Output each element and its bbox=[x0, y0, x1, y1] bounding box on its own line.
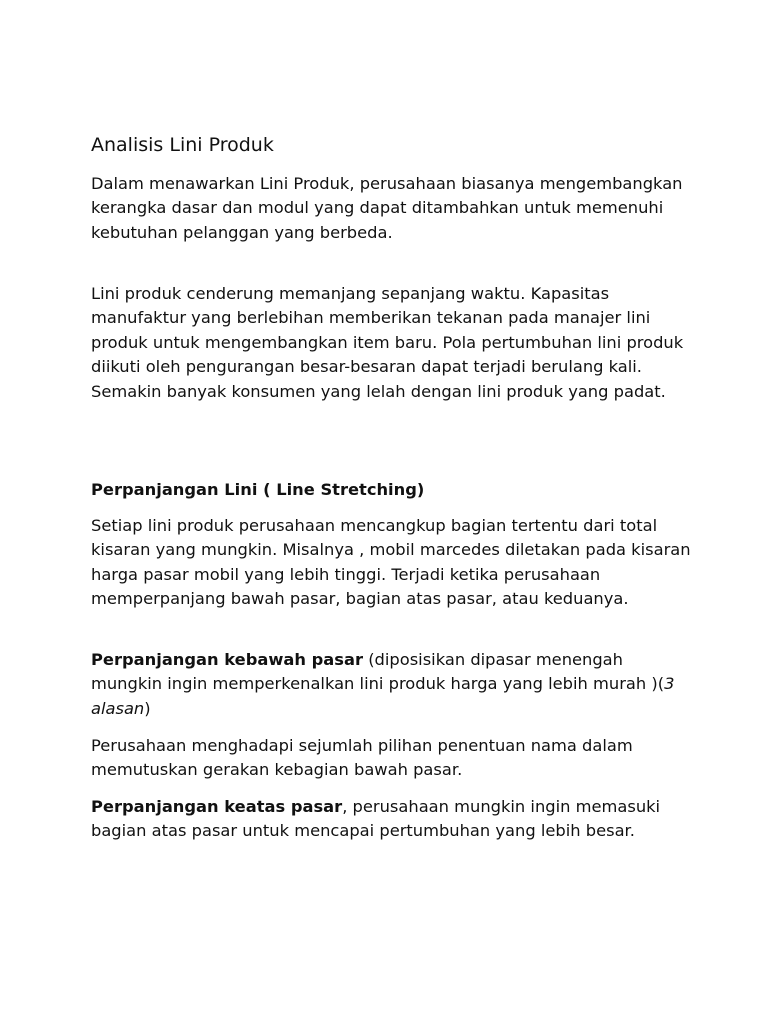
term-downward-stretch: Perpanjangan kebawah pasar bbox=[91, 650, 364, 669]
term-upward-stretch: Perpanjangan keatas pasar bbox=[91, 797, 343, 816]
paragraph-naming-choices: Perusahaan menghadapi sejumlah pilihan penentuan nama dalam memutuskan gerakan kebagian bawah pasar. bbox=[91, 736, 633, 780]
paragraph-intro: Dalam menawarkan Lini Produk, perusahaan biasanya mengembangkan kerangka dasar dan modul yang dapat ditambahkan untuk memenuhi kebutuhan pelanggan yang berbeda. bbox=[91, 174, 683, 242]
paragraph-line-growth: Lini produk cenderung memanjang sepanjang waktu. Kapasitas manufaktur yang berlebihan memberikan tekanan pada manajer lini produk untuk mengembangkan item baru. Pola pertumbuhan lini produk diikuti oleh pengurangan besar-besaran dapat terjadi berulang kali. Semakin banyak konsumen yang lelah dengan lini produk yang padat. bbox=[91, 284, 684, 401]
paragraph-line-stretching: Setiap lini produk perusahaan mencangkup bagian tertentu dari total kisaran yang mungkin. Misalnya , mobil marcedes diletakan pada kisaran harga pasar mobil yang lebih tinggi. Terjadi ketika perusahaan memperpanjang bawah pasar, bagian atas pasar, atau keduanya. bbox=[91, 516, 691, 609]
closing-paren: ) bbox=[144, 698, 151, 718]
paragraph-upward-stretch bbox=[91, 795, 691, 844]
downward-stretch-text: (diposisikan dipasar menengah mungkin ingin memperkenalkan lini produk harga yang lebih murah )( bbox=[91, 650, 665, 694]
paragraph-downward-stretch bbox=[91, 648, 691, 721]
upward-stretch-text: , perusahaan mungkin ingin memasuki bagian atas pasar untuk mencapai pertumbuhan yang lebih besar. bbox=[91, 797, 661, 841]
section-heading-line-stretching: Perpanjangan Lini ( Line Stretching) bbox=[91, 480, 425, 499]
reasons-note: 3 alasan bbox=[91, 674, 675, 718]
document-title: Analisis Lini Produk bbox=[91, 134, 274, 156]
